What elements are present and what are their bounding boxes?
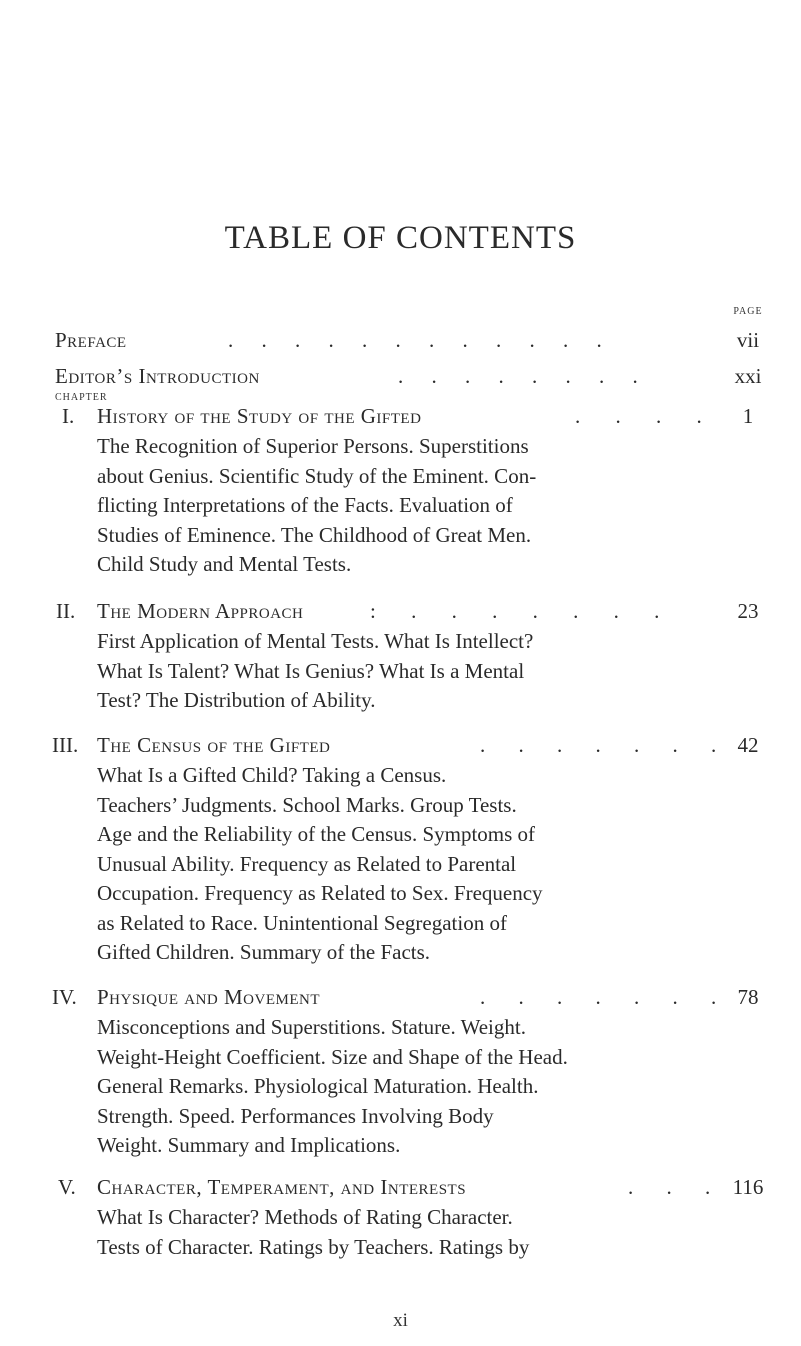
summary-line: Tests of Character. Ratings by Teachers. Ratings by (97, 1234, 530, 1259)
toc-entry-chapter-5 (0, 1172, 801, 1202)
toc-entry-preface (0, 325, 801, 355)
chapter-heading: Character, Temperament, and Interests (97, 1175, 467, 1199)
summary-line: Gifted Children. Summary of the Facts. (97, 940, 431, 964)
chapter-numeral: IV. (52, 985, 77, 1009)
summary-line: Child Study and Mental Tests. (97, 552, 352, 576)
leader-dots: . . . . . . . (480, 733, 731, 757)
summary-line: Unusual Ability. Frequency as Related to Parental (97, 851, 517, 876)
leader-dots: . . . . (575, 404, 717, 428)
entry-page-number: xxi (734, 364, 762, 388)
chapter-numeral: III. (52, 733, 79, 757)
chapter-column-label: CHAPTER (55, 392, 108, 403)
summary-line: Weight. Summary and Implications. (97, 1133, 401, 1157)
chapter-page-number: 116 (732, 1175, 764, 1199)
summary-line: Strength. Speed. Performances Involving Body (97, 1103, 494, 1128)
chapter-numeral: V. (58, 1175, 76, 1199)
chapter-summary (97, 1013, 717, 1161)
chapter-summary (97, 761, 717, 968)
summary-line: What Is a Gifted Child? Taking a Census. (97, 763, 447, 787)
entry-heading: Editor’s Introduction (55, 364, 260, 388)
chapter-summary (97, 432, 717, 580)
chapter-heading: History of the Study of the Gifted (97, 404, 422, 428)
summary-line: as Related to Race. Unintentional Segregation of (97, 910, 507, 935)
summary-line: Misconceptions and Superstitions. Stature. Weight. (97, 1015, 526, 1039)
page-folio: xi (393, 1310, 408, 1331)
chapter-numeral: II. (56, 599, 76, 623)
summary-line: Occupation. Frequency as Related to Sex. Frequency (97, 881, 543, 905)
summary-line: Test? The Distribution of Ability. (97, 688, 376, 712)
chapter-page-number: 42 (737, 733, 759, 757)
toc-entry-chapter-2 (0, 596, 801, 626)
chapter-heading: The Modern Approach (97, 599, 304, 623)
page-column-label: PAGE (733, 306, 763, 317)
summary-line: What Is Talent? What Is Genius? What Is a Mental (97, 658, 525, 683)
chapter-summary (97, 1203, 717, 1262)
summary-line: General Remarks. Physiological Maturation. Health. (97, 1074, 539, 1098)
leader-dots: . . . (628, 1175, 725, 1199)
toc-entry-chapter-4 (0, 982, 801, 1012)
leader-dots: : . . . . . . . (370, 599, 675, 623)
toc-entry-chapter-3 (0, 730, 801, 760)
page-title: TABLE OF CONTENTS (224, 220, 577, 256)
toc-entry-chapter-1 (0, 401, 801, 431)
chapter-page-number: 78 (737, 985, 759, 1009)
summary-line: flicting Interpretations of the Facts. Evaluation of (97, 493, 513, 517)
chapter-page-number: 1 (742, 404, 754, 428)
leader-dots: . . . . . . . . . . . . (228, 328, 614, 352)
summary-line: What Is Character? Methods of Rating Character. (97, 1205, 513, 1229)
summary-line: Age and the Reliability of the Census. Symptoms of (97, 822, 536, 846)
summary-line: Studies of Eminence. The Childhood of Great Men. (97, 522, 532, 547)
leader-dots: . . . . . . . . (398, 364, 650, 388)
leader-dots: . . . . . . . (480, 985, 731, 1009)
summary-line: about Genius. Scientific Study of the Eminent. Con- (97, 463, 537, 488)
chapter-summary (97, 627, 717, 716)
chapter-numeral: I. (62, 404, 75, 428)
summary-line: First Application of Mental Tests. What Is Intellect? (97, 629, 534, 653)
chapter-heading: Physique and Movement (97, 985, 321, 1009)
summary-line: The Recognition of Superior Persons. Superstitions (97, 434, 529, 458)
chapter-heading: The Census of the Gifted (97, 733, 331, 757)
entry-heading: Preface (55, 328, 127, 352)
summary-line: Teachers’ Judgments. School Marks. Group Tests. (97, 792, 517, 817)
summary-line: Weight-Height Coefficient. Size and Shape of the Head. (97, 1044, 568, 1069)
toc-entry-editors-introduction (0, 361, 801, 391)
entry-page-number: vii (736, 328, 760, 352)
chapter-page-number: 23 (737, 599, 759, 623)
